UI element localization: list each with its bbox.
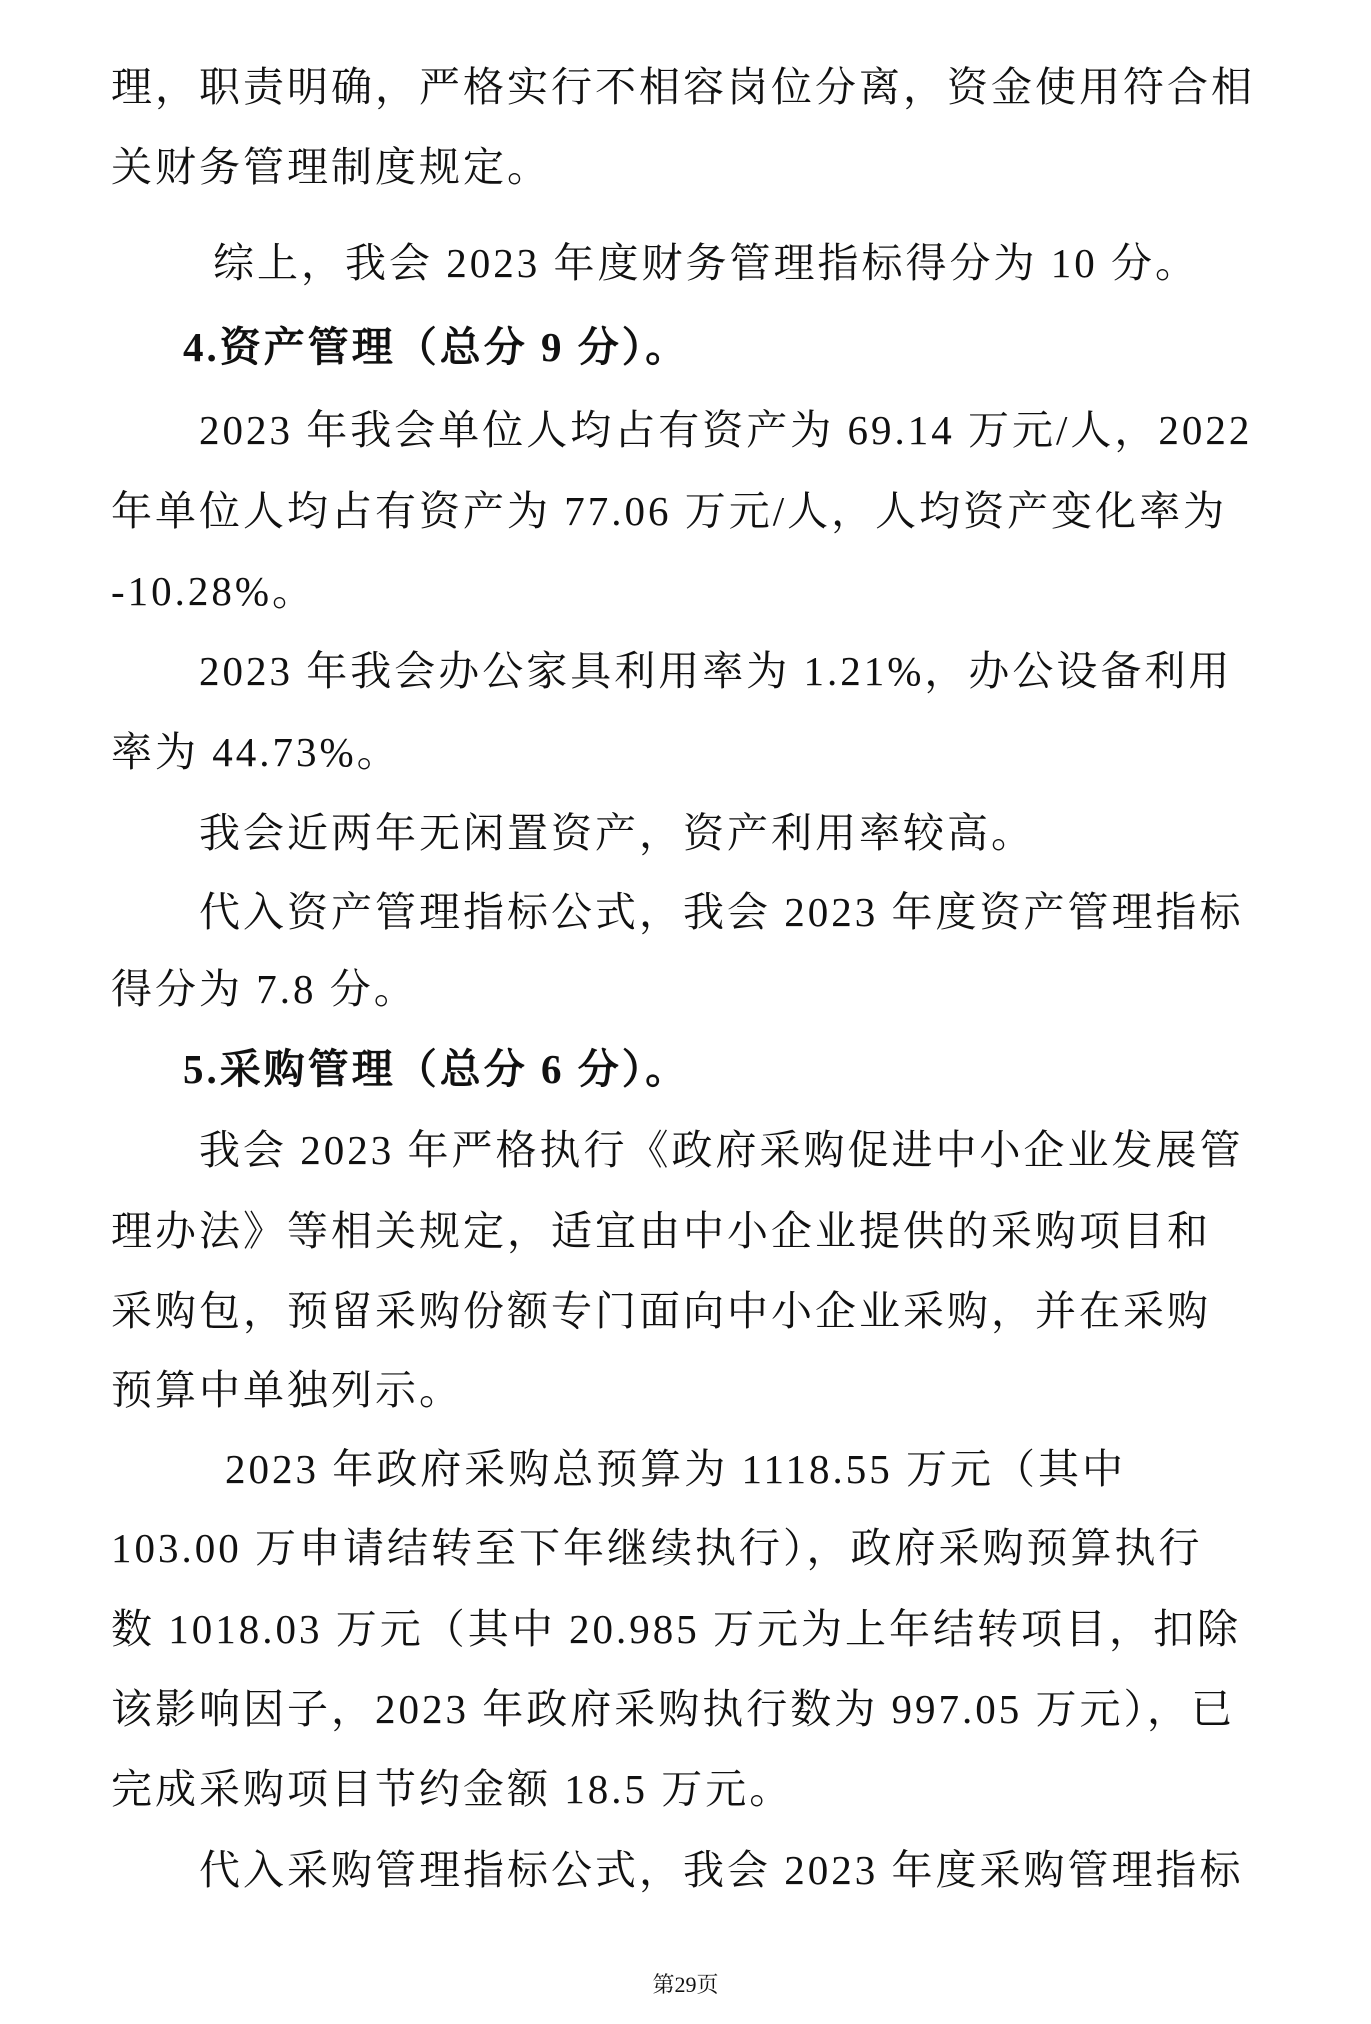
- body-text-line: 预算中单独列示。: [111, 1367, 463, 1413]
- body-text-line: 2023 年我会办公家具利用率为 1.21%，办公设备利用: [199, 648, 1233, 694]
- body-text-line: 2023 年政府采购总预算为 1118.55 万元（其中: [225, 1446, 1126, 1492]
- body-text-line: 我会近两年无闲置资产，资产利用率较高。: [199, 810, 1035, 856]
- body-text-line: 2023 年我会单位人均占有资产为 69.14 万元/人，2022: [199, 407, 1253, 453]
- body-text-line: 代入采购管理指标公式，我会 2023 年度采购管理指标: [199, 1847, 1244, 1893]
- body-text-line: 年单位人均占有资产为 77.06 万元/人，人均资产变化率为: [111, 488, 1228, 534]
- body-text-line: 采购包，预留采购份额专门面向中小企业采购，并在采购: [111, 1288, 1211, 1334]
- body-text-line: 率为 44.73%。: [111, 729, 401, 775]
- page-number: 第29页: [652, 1972, 719, 1997]
- body-text-line: 完成采购项目节约金额 18.5 万元。: [111, 1766, 794, 1812]
- body-text-line: 数 1018.03 万元（其中 20.985 万元为上年结转项目，扣除: [111, 1606, 1241, 1652]
- body-text-line: 关财务管理制度规定。: [111, 144, 551, 190]
- body-text-line: 我会 2023 年严格执行《政府采购促进中小企业发展管: [199, 1127, 1244, 1173]
- section-heading-asset-management: 4.资产管理（总分 9 分）。: [183, 324, 690, 370]
- section-heading-procurement-management: 5.采购管理（总分 6 分）。: [183, 1046, 690, 1092]
- body-text-line: 103.00 万申请结转至下年继续执行），政府采购预算执行: [111, 1525, 1203, 1571]
- body-text-line: 理，职责明确，严格实行不相容岗位分离，资金使用符合相: [111, 64, 1255, 110]
- body-text-line: 代入资产管理指标公式，我会 2023 年度资产管理指标: [199, 889, 1244, 935]
- body-text-line: 理办法》等相关规定，适宜由中小企业提供的采购项目和: [111, 1208, 1211, 1254]
- body-text-line: 得分为 7.8 分。: [111, 966, 418, 1012]
- body-text-line: 该影响因子，2023 年政府采购执行数为 997.05 万元），已: [111, 1686, 1235, 1732]
- body-text-line: 综上，我会 2023 年度财务管理指标得分为 10 分。: [213, 240, 1199, 286]
- body-text-line: -10.28%。: [111, 568, 317, 614]
